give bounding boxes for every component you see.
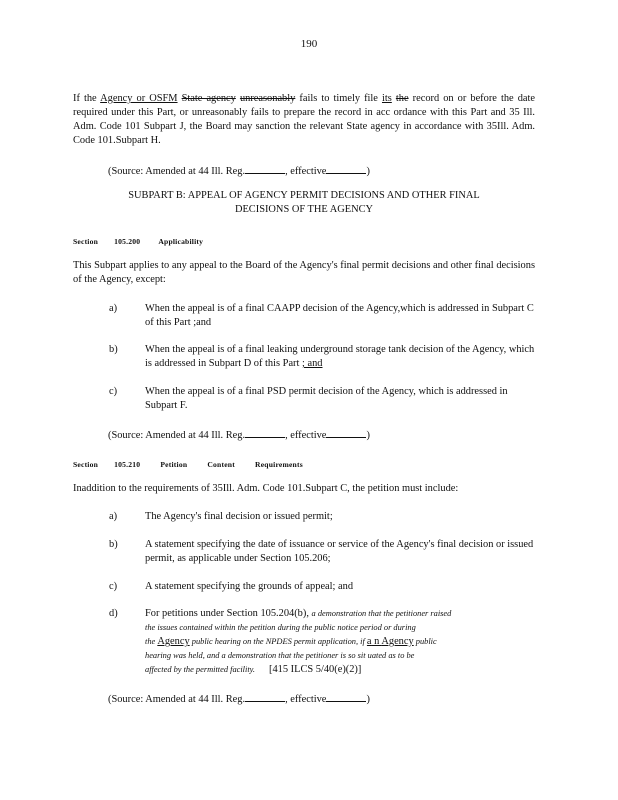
item-text (145, 343, 535, 371)
statutory-text: public hearing on the NPDES permit application, if (189, 637, 367, 646)
item-text: A statement specifying the date of issuance or service of the Agency's final decision or issued permit, as applicable under Section 105.206; (145, 539, 534, 564)
source-end: ) (366, 694, 370, 705)
item-label: c) (109, 386, 118, 397)
statutory-text: hearing was held, and a demonstration that the petitioner is so sit uated as to be (145, 651, 415, 660)
page-number: 190 (300, 38, 318, 50)
item-d-line (145, 663, 535, 677)
struck-text: unreasonably (239, 93, 296, 104)
inserted-text: a (366, 636, 372, 647)
section-label: Section (73, 460, 99, 469)
source-end: ) (366, 166, 370, 177)
inserted-text: n (371, 636, 382, 647)
source-note (108, 163, 370, 179)
statutory-text: the (145, 637, 158, 646)
item-text: When the appeal is of a final PSD permit decision of the Agency, which is addressed in Subpart F. (145, 386, 508, 411)
source-prefix: (Source: Amended at 44 Ill. Reg. (108, 166, 246, 177)
item-text: A statement specifying the grounds of appeal; and (145, 581, 354, 592)
statutory-text: the issues contained within the petition during the public notice period or during (145, 623, 416, 632)
item-d-line (145, 607, 535, 621)
blank-line (245, 427, 285, 438)
text-run: For petitions under Section 105.204(b), (145, 608, 309, 619)
source-mid: , effective (285, 430, 327, 441)
section-title: Petition (160, 460, 188, 469)
item-label: c) (109, 581, 118, 592)
statutory-text: public (413, 637, 437, 646)
source-note (108, 427, 370, 443)
inserted-text: Agency (157, 636, 190, 647)
section-title: Applicability (158, 237, 204, 246)
text-run: If the (73, 93, 101, 104)
item-text: The Agency's final decision or issued permit; (145, 511, 333, 522)
section-title: Requirements (255, 460, 303, 469)
inserted-text: Agency or OSFM (100, 93, 178, 104)
item-text: When the appeal is of a final CAAPP decision of the Agency,which is addressed in Subpart C of this Part ;and (145, 303, 534, 328)
section-intro: This Subpart applies to any appeal to the Board of the Agency's final permit decisions and other final decisions of the Agency, except: (73, 260, 535, 285)
section-number: 105.210 (114, 460, 141, 469)
source-note (108, 691, 370, 707)
section-heading-105-200 (73, 235, 203, 249)
paragraph-record-filing (73, 92, 535, 148)
statutory-text: affected by the permitted facility. (145, 665, 256, 674)
section-heading-105-210 (73, 458, 303, 472)
blank-line (245, 163, 285, 174)
item-label: b) (109, 344, 118, 355)
blank-line (326, 427, 366, 438)
statutory-text: a demonstration that the petitioner raised (311, 609, 452, 618)
text-run: fails to timely file (295, 93, 382, 104)
blank-line (245, 691, 285, 702)
source-mid: , effective (285, 166, 327, 177)
item-label: a) (109, 511, 118, 522)
source-end: ) (366, 430, 370, 441)
item-label: d) (109, 608, 118, 619)
subpart-heading (73, 189, 535, 217)
section-intro: Inaddition to the requirements of 35Ill. Adm. Code 101.Subpart C, the petition must include: (73, 483, 459, 494)
section-title: Content (207, 460, 235, 469)
item-label: b) (109, 539, 118, 550)
source-mid: , effective (285, 694, 327, 705)
subpart-heading-line: SUBPART B: APPEAL OF AGENCY PERMIT DECISIONS AND OTHER FINAL (128, 190, 480, 201)
section-number: 105.200 (114, 237, 141, 246)
item-d-line (145, 635, 535, 649)
source-prefix: (Source: Amended at 44 Ill. Reg. (108, 694, 246, 705)
subpart-heading-line: DECISIONS OF THE AGENCY (234, 204, 374, 215)
struck-text: the (395, 93, 409, 104)
inserted-text: ; and (302, 358, 323, 369)
citation: [415 ILCS 5/40(e)(2)] (269, 664, 362, 675)
blank-line (326, 691, 366, 702)
item-d-text (145, 607, 535, 677)
inserted-text: its (381, 93, 392, 104)
item-label: a) (109, 303, 118, 314)
text-run: When the appeal is of a final leaking underground storage tank decision of the Agency, which is addressed in Subpart D of this Part (145, 344, 535, 369)
section-label: Section (73, 237, 99, 246)
blank-line (326, 163, 366, 174)
struck-text: State agency (181, 93, 236, 104)
source-prefix: (Source: Amended at 44 Ill. Reg. (108, 430, 246, 441)
inserted-text: Agency (381, 636, 414, 647)
text-run: record on or before the date required under this Part, or unreasonably fails to prepare the record in acc ordance with this Part and 35 Ill. Adm. Code 101 Subpart J, the Board may sanction the relevant State agency in accordance with 35Ill. Adm. Code 101.Subpart H. (73, 93, 536, 146)
